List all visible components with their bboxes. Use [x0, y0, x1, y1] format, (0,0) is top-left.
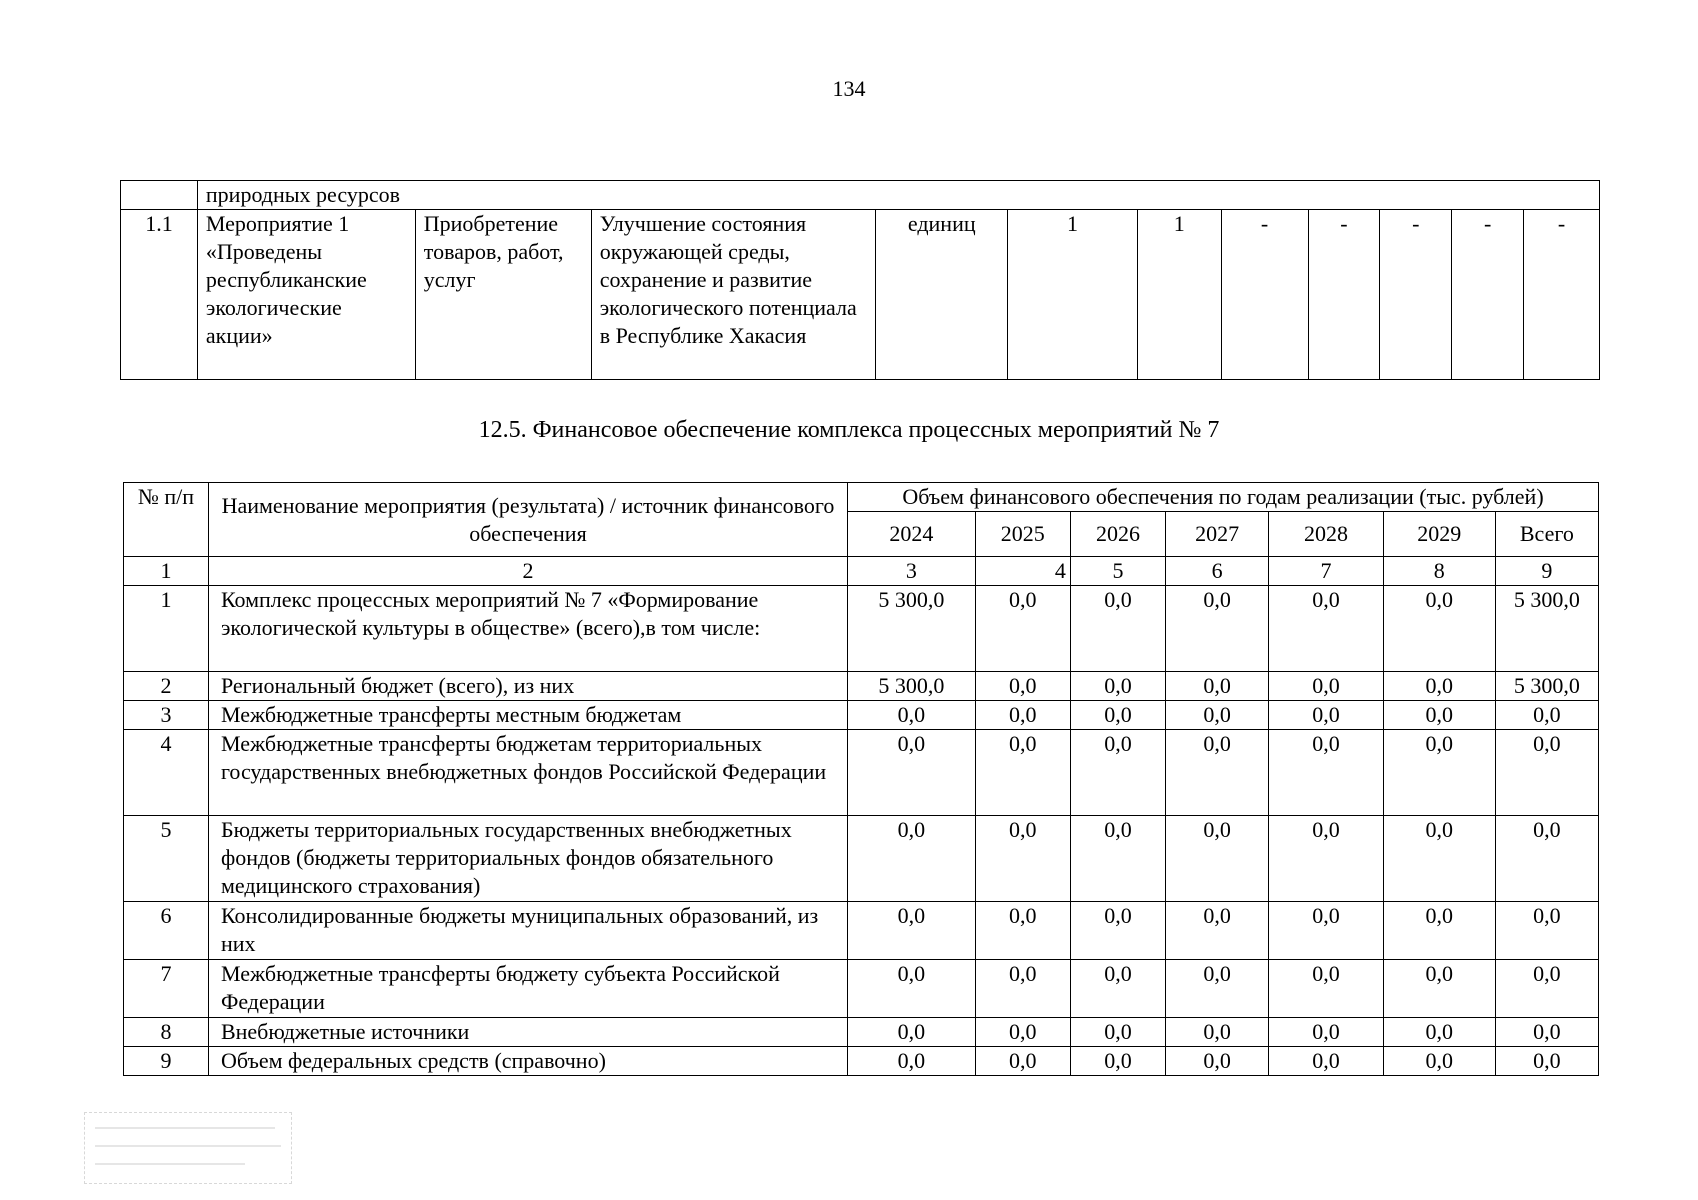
row-number: 3 — [124, 701, 209, 730]
header-year: 2028 — [1269, 512, 1384, 557]
total-cell: 0,0 — [1495, 1047, 1598, 1076]
value-cell: 0,0 — [1166, 1047, 1269, 1076]
table-row — [124, 902, 1599, 960]
value-cell: 0,0 — [975, 586, 1070, 672]
value-cell: - — [1380, 210, 1452, 380]
value-cell: 0,0 — [1166, 701, 1269, 730]
value-cell: 0,0 — [1166, 1018, 1269, 1047]
page-number: 134 — [832, 76, 866, 101]
value-cell: 0,0 — [848, 1047, 976, 1076]
value-cell: 0,0 — [848, 1018, 976, 1047]
value-cell: 0,0 — [1070, 1047, 1165, 1076]
continuation-text: природных ресурсов — [197, 181, 1599, 210]
value-cell: 0,0 — [1166, 902, 1269, 960]
total-cell: 0,0 — [1495, 701, 1598, 730]
table-row — [121, 210, 1600, 380]
row-name: Региональный бюджет (всего), из них — [208, 672, 847, 701]
row-number: 6 — [124, 902, 209, 960]
value-cell: 0,0 — [1383, 902, 1495, 960]
column-number: 8 — [1383, 557, 1495, 586]
value-cell: 0,0 — [1269, 816, 1384, 902]
header-row — [124, 483, 1599, 512]
value-cell: 0,0 — [1070, 816, 1165, 902]
total-cell: 0,0 — [1495, 960, 1598, 1018]
value-cell: 0,0 — [1269, 902, 1384, 960]
column-number: 5 — [1070, 557, 1165, 586]
value-cell: 0,0 — [1166, 586, 1269, 672]
value-cell: 0,0 — [1166, 672, 1269, 701]
value-cell: 0,0 — [848, 816, 976, 902]
header-num: № п/п — [124, 483, 209, 557]
value-cell: 0,0 — [1269, 672, 1384, 701]
value-cell: 0,0 — [1269, 586, 1384, 672]
total-cell: 0,0 — [1495, 902, 1598, 960]
row-number: 8 — [124, 1018, 209, 1047]
row-name: Внебюджетные источники — [208, 1018, 847, 1047]
value-cell: 0,0 — [975, 730, 1070, 816]
table-row — [124, 1018, 1599, 1047]
value-cell: 1 — [1137, 210, 1221, 380]
value-cell: 0,0 — [1070, 730, 1165, 816]
row-name: Бюджеты территориальных государственных внебюджетных фондов (бюджеты территориальных фондов обязательного медицинского страхования) — [208, 816, 847, 902]
value-cell: 0,0 — [848, 701, 976, 730]
header-year: 2024 — [848, 512, 976, 557]
column-number: 3 — [848, 557, 976, 586]
column-number: 6 — [1166, 557, 1269, 586]
row-name: Межбюджетные трансферты бюджетам территориальных государственных внебюджетных фондов Российской Федерации — [208, 730, 847, 816]
header-year: 2025 — [975, 512, 1070, 557]
row-number: 1.1 — [121, 210, 198, 380]
value-cell: 5 300,0 — [848, 672, 976, 701]
row-number: 4 — [124, 730, 209, 816]
column-number: 2 — [208, 557, 847, 586]
measure-name: Мероприятие 1 «Проведены республиканские экологические акции» — [197, 210, 415, 380]
cell — [121, 181, 198, 210]
section-heading: 12.5. Финансовое обеспечение комплекса процессных мероприятий № 7 — [478, 417, 1220, 443]
value-cell: - — [1524, 210, 1600, 380]
header-total: Всего — [1495, 512, 1598, 557]
value-cell: 0,0 — [1269, 730, 1384, 816]
total-cell: 5 300,0 — [1495, 672, 1598, 701]
row-name: Комплекс процессных мероприятий № 7 «Формирование экологической культуры в обществе» (всего),в том числе: — [208, 586, 847, 672]
total-cell: 5 300,0 — [1495, 586, 1598, 672]
value-cell: 0,0 — [1383, 586, 1495, 672]
value-cell: 0,0 — [1070, 960, 1165, 1018]
value-cell: 0,0 — [1269, 1047, 1384, 1076]
value-cell: - — [1308, 210, 1380, 380]
header-name: Наименование мероприятия (результата) / источник финансового обеспечения — [208, 483, 847, 557]
value-cell: 0,0 — [1269, 701, 1384, 730]
value-cell: - — [1221, 210, 1308, 380]
value-cell: 0,0 — [1070, 902, 1165, 960]
row-name: Межбюджетные трансферты местным бюджетам — [208, 701, 847, 730]
measure-unit: единиц — [876, 210, 1008, 380]
value-cell: 0,0 — [1166, 730, 1269, 816]
header-year: 2026 — [1070, 512, 1165, 557]
table-row — [124, 816, 1599, 902]
value-cell: 0,0 — [1166, 960, 1269, 1018]
table-row — [124, 960, 1599, 1018]
column-number: 9 — [1495, 557, 1598, 586]
table-row — [124, 1047, 1599, 1076]
header-volume: Объем финансового обеспечения по годам реализации (тыс. рублей) — [848, 483, 1599, 512]
value-cell: 0,0 — [848, 730, 976, 816]
value-cell: 0,0 — [1070, 701, 1165, 730]
header-year: 2027 — [1166, 512, 1269, 557]
column-number: 7 — [1269, 557, 1384, 586]
value-cell: 0,0 — [1383, 1047, 1495, 1076]
total-cell: 0,0 — [1495, 816, 1598, 902]
value-cell: 0,0 — [975, 672, 1070, 701]
value-cell: 0,0 — [975, 1018, 1070, 1047]
table-row — [124, 672, 1599, 701]
value-cell: 0,0 — [848, 902, 976, 960]
value-cell: 0,0 — [1383, 730, 1495, 816]
value-cell: 0,0 — [1383, 672, 1495, 701]
column-numbers-row — [124, 557, 1599, 586]
column-number: 1 — [124, 557, 209, 586]
row-number: 9 — [124, 1047, 209, 1076]
value-cell: 0,0 — [1070, 1018, 1165, 1047]
table-row — [124, 730, 1599, 816]
value-cell: 0,0 — [975, 960, 1070, 1018]
value-cell: 0,0 — [975, 701, 1070, 730]
header-year: 2029 — [1383, 512, 1495, 557]
row-number: 1 — [124, 586, 209, 672]
measures-table-continuation — [120, 180, 1600, 380]
value-cell: 0,0 — [1070, 586, 1165, 672]
row-number: 7 — [124, 960, 209, 1018]
value-cell: 0,0 — [1269, 1018, 1384, 1047]
row-name: Консолидированные бюджеты муниципальных образований, из них — [208, 902, 847, 960]
value-cell: 0,0 — [1383, 701, 1495, 730]
measure-description: Улучшение состояния окружающей среды, сохранение и развитие экологического потенциала в Республике Хакасия — [591, 210, 876, 380]
value-cell: 0,0 — [1383, 960, 1495, 1018]
value-cell: 0,0 — [975, 902, 1070, 960]
value-cell: 0,0 — [1383, 816, 1495, 902]
row-number: 5 — [124, 816, 209, 902]
stamp-mark — [84, 1112, 292, 1184]
row-name: Межбюджетные трансферты бюджету субъекта Российской Федерации — [208, 960, 847, 1018]
value-cell: 0,0 — [1383, 1018, 1495, 1047]
row-name: Объем федеральных средств (справочно) — [208, 1047, 847, 1076]
value-cell: 0,0 — [975, 816, 1070, 902]
value-cell: 1 — [1008, 210, 1138, 380]
value-cell: 0,0 — [848, 960, 976, 1018]
value-cell: 0,0 — [1070, 672, 1165, 701]
value-cell: 0,0 — [1166, 816, 1269, 902]
financing-table — [123, 482, 1599, 1076]
value-cell: 0,0 — [1269, 960, 1384, 1018]
value-cell: - — [1452, 210, 1524, 380]
total-cell: 0,0 — [1495, 1018, 1598, 1047]
value-cell: 0,0 — [975, 1047, 1070, 1076]
table-row — [124, 586, 1599, 672]
continuation-row — [121, 181, 1600, 210]
total-cell: 0,0 — [1495, 730, 1598, 816]
table-row — [124, 701, 1599, 730]
measure-type: Приобретение товаров, работ, услуг — [415, 210, 591, 380]
row-number: 2 — [124, 672, 209, 701]
column-number: 4 — [975, 557, 1070, 586]
value-cell: 5 300,0 — [848, 586, 976, 672]
